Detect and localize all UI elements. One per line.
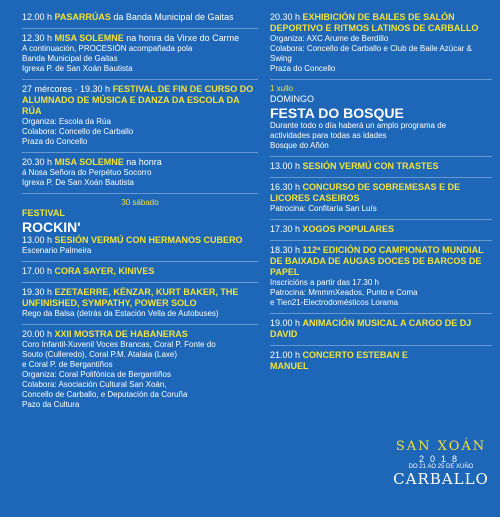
event-item [22,262,258,283]
event-line: Coro Infantil-Xuvenil Voces Brancas, Coral P. Fonte do [22,340,216,349]
event-time: 16.30 h [270,182,301,192]
event-title: MISA SOLEMNE [54,157,124,167]
event-item [270,157,492,178]
bosque-name: FESTA DO BOSQUE [270,105,404,121]
event-item [22,80,258,153]
event-line: Organiza: Coral Polifónica de Bergantiños [22,370,171,379]
bosque-block [270,80,492,157]
logo-title: SAN XOÁN [395,439,487,454]
event-line: Praza do Concello [22,137,88,146]
event-line: e Coral P. de Bergantiños [22,360,113,369]
logo-town: CARBALLO [393,470,489,488]
event-title: PASARRÚAS [54,12,111,22]
festival-date: 30 sábado [121,198,159,207]
logo-dates: DO 21 AO 25 DE XUÑO [408,464,474,470]
event-time: 12.30 h [22,33,53,43]
event-title: EZETAERRE, KËNZAR, KURT BAKER, THE UNFINISHED, SYMPATHY, POWER SOLO [22,287,239,308]
event-title: ANIMACIÓN MUSICAL A CARGO DE DJ DAVID [270,318,472,339]
event-line: Patrocina: Confitaría San Luís [270,204,377,213]
event-title: XOGOS POPULARES [302,224,395,234]
event-title: SESIÓN VERMÚ CON HERMANOS CUBERO [54,235,243,245]
event-line: Colabora: Concello de Carballo e Club de Baile Azúcar & [270,44,472,53]
logo-year: 2018 [418,454,464,464]
bosque-date: 1 xullo [270,84,294,93]
event-item [270,314,492,346]
festival-name: ROCKIN' [22,219,81,235]
event-time: 13.00 h [270,161,301,171]
festival-block [22,194,258,262]
event-line: A continuación, PROCESIÓN acompañada pola [22,44,193,53]
event-item [22,325,258,415]
event-line: Concello de Carballo, e Deputación da Coruña [22,390,188,399]
event-line: Bosque do Añón [270,141,329,150]
event-line: Praza do Concello [270,64,336,73]
event-time: 21.00 h [270,350,301,360]
event-title: MISA SOLEMNE [54,33,124,43]
event-item [22,29,258,80]
event-time: 27 mércores · 19.30 h [22,84,111,94]
event-title: CORA SAYER, KINIVES [54,266,155,276]
event-line: Colabora: Concello de Carballo [22,127,134,136]
event-title-rest: na honra [123,157,162,167]
event-item [270,8,492,80]
right-column [270,8,492,377]
event-title: CONCERTO ESTEBAN E MANUEL [270,350,408,371]
event-title: CONCURSO DE SOBREMESAS E DE LICORES CASEIROS [270,182,461,203]
event-title-rest: da Banda Municipal de Gaitas [110,12,234,22]
event-time: 17.00 h [22,266,53,276]
event-title: XXII MOSTRA DE HABANERAS [54,329,188,339]
event-time: 20.30 h [270,12,301,22]
event-line: Igrexa P. De San Xoán Bautista [22,178,134,187]
event-line: Swing [270,54,292,63]
event-title: SESIÓN VERMÚ CON TRASTES [302,161,439,171]
event-item [270,220,492,241]
event-title: FESTIVAL DE FIN DE CURSO DO ALUMNADO DE MÚSICA E DANZA DA ESCOLA DA RÚA [22,84,254,116]
event-title: EXHIBICIÓN DE BAILES DE SALÓN DEPORTIVO E RITMOS LATINOS DE CARBALLO [270,12,479,33]
event-line: Pazo da Cultura [22,400,80,409]
event-time: 13.00 h [22,235,53,245]
event-item [270,241,492,314]
event-line: actividades para todas as idades [270,131,387,140]
event-time: 12.00 h [22,12,53,22]
event-time: 20.30 h [22,157,53,167]
event-item [22,283,258,325]
event-title-rest: na honra da Virxe do Carme [123,33,240,43]
bosque-day: DOMINGO [270,94,314,104]
event-line: Patrocina: MmmmXeados, Punto e Coma [270,288,418,297]
event-time: 20.00 h [22,329,53,339]
event-line: á Nosa Señora do Perpétuo Socorro [22,168,152,177]
event-time: 18.30 h [270,245,301,255]
event-time: 19.30 h [22,287,53,297]
event-time: 19.00 h [270,318,301,328]
event-item [22,153,258,194]
event-line: Inscricións a partir das 17.30 h [270,278,379,287]
event-line: Igrexa P. de San Xoán Bautista [22,64,133,73]
event-line: Colabora: Asociación Cultural San Xoán, [22,380,167,389]
event-line: e Tien21-Electrodomésticos Lorama [270,298,399,307]
moon-icon [386,421,496,513]
event-line: Organiza: Escola da Rúa [22,117,111,126]
event-line: Souto (Culleredo), Coral P.M. Atalaia (Laxe) [22,350,178,359]
event-line: Escenario Palmeira [22,246,92,255]
san-xoan-logo [386,421,496,513]
event-line: Banda Municipal de Gaitas [22,54,118,63]
event-line: Rego da Balsa (detrás da Estación Vella de Autobuses) [22,309,219,318]
event-line: Durante todo o día haberá un amplo programa de [270,121,447,130]
event-line: Organiza: AXC Arume de Berdillo [270,34,389,43]
event-item [22,8,258,29]
event-title: 112ª EDICIÓN DO CAMPIONATO MUNDIAL DE BAIXADA DE AUGAS DOCES DE BARCOS DE PAPEL [270,245,484,277]
festival-label: FESTIVAL [22,208,65,218]
event-item [270,178,492,220]
left-column [22,8,258,415]
event-time: 17.30 h [270,224,301,234]
event-item [270,346,410,377]
